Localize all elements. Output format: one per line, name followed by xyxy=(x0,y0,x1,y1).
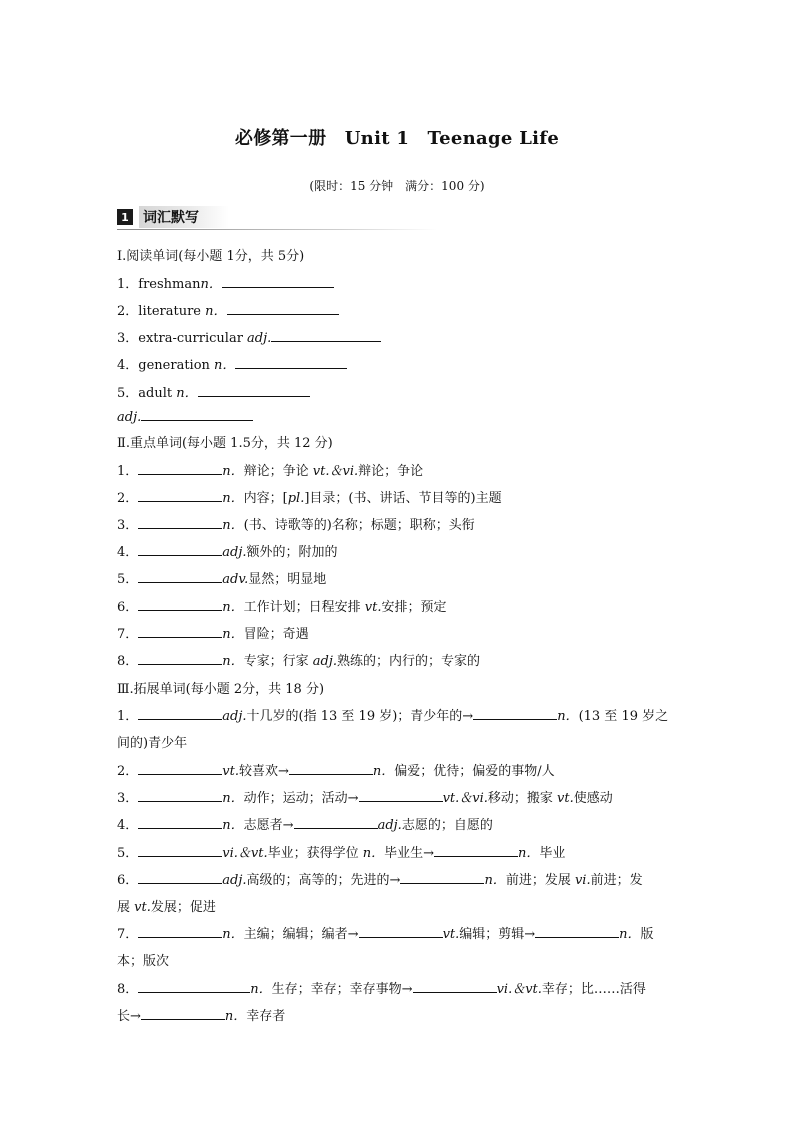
definition: 工作计划；日程安排 xyxy=(243,600,365,615)
item-number: 4． xyxy=(117,358,139,373)
part-of-speech: n． xyxy=(619,927,641,942)
definition: 展 xyxy=(117,900,135,915)
answer-blank[interactable] xyxy=(289,762,373,775)
list-item xyxy=(117,705,668,724)
part-of-speech: n． xyxy=(250,982,272,997)
definition: 主编；编辑；编者→ xyxy=(243,927,359,942)
answer-blank[interactable] xyxy=(400,871,484,884)
definition: 冒险；奇遇 xyxy=(243,627,309,642)
answer-blank[interactable] xyxy=(535,925,619,938)
answer-blank[interactable] xyxy=(359,925,443,938)
section-header xyxy=(117,206,437,228)
answer-blank[interactable] xyxy=(198,384,310,397)
item-number: 1． xyxy=(117,464,139,479)
definition: 高级的；高等的；先进的→ xyxy=(246,873,401,888)
item-word: freshman xyxy=(138,277,201,292)
list-item xyxy=(117,460,423,479)
item-number: 8． xyxy=(117,982,139,997)
part-of-speech: adj. xyxy=(247,331,272,346)
part-of-speech: adj. xyxy=(222,545,247,560)
list-item-continuation xyxy=(117,1005,285,1024)
definition: 较喜欢→ xyxy=(238,764,289,779)
part-of-speech: n． xyxy=(222,818,244,833)
part-of-speech: vt. xyxy=(557,791,574,806)
section-divider xyxy=(117,229,437,230)
part-of-speech: n． xyxy=(222,491,244,506)
list-item xyxy=(117,650,480,669)
item-number: 7． xyxy=(117,627,139,642)
list-item-continuation: 间的)青少年 xyxy=(117,736,188,751)
list-item xyxy=(117,923,654,942)
definition: 偏爱；优待；偏爱的事物/人 xyxy=(394,764,555,779)
part-heading: Ⅲ.拓展单词(每小题 2分，共 18 分) xyxy=(117,682,325,697)
item-word: literature xyxy=(138,304,206,319)
part-of-speech: pl. xyxy=(287,491,305,506)
definition: 熟练的；内行的；专家的 xyxy=(337,654,481,669)
section-title: 词汇默写 xyxy=(139,206,229,228)
item-word: generation xyxy=(138,358,215,373)
item-number: 7． xyxy=(117,927,139,942)
definition: 版 xyxy=(640,927,654,942)
item-number: 5． xyxy=(117,386,139,401)
answer-blank[interactable] xyxy=(138,707,222,720)
answer-blank[interactable] xyxy=(294,816,378,829)
definition: 志愿者→ xyxy=(243,818,294,833)
part-of-speech: n． xyxy=(362,846,385,861)
part-of-speech: vt. xyxy=(134,900,151,915)
answer-blank[interactable] xyxy=(141,1007,225,1020)
list-item xyxy=(117,273,334,292)
list-item xyxy=(117,623,309,642)
definition: (书、诗歌等的)名称；标题；职称；头衔 xyxy=(243,518,475,533)
answer-blank[interactable] xyxy=(138,489,222,502)
definition: 专家；行家 xyxy=(243,654,313,669)
definition: 毕业 xyxy=(539,846,566,861)
item-number: 4． xyxy=(117,818,139,833)
part-of-speech: n． xyxy=(222,927,244,942)
answer-blank[interactable] xyxy=(138,762,222,775)
answer-blank[interactable] xyxy=(138,543,222,556)
answer-blank[interactable] xyxy=(138,980,250,993)
item-number: 5． xyxy=(117,572,139,587)
answer-blank[interactable] xyxy=(138,462,222,475)
answer-blank[interactable] xyxy=(359,789,443,802)
part-of-speech: vt.＆vi. xyxy=(312,464,359,479)
part-of-speech: n． xyxy=(518,846,540,861)
section-number-badge: 1 xyxy=(117,209,133,225)
item-number: 3． xyxy=(117,331,139,346)
item-number: 3． xyxy=(117,518,139,533)
definition: ]目录；(书、讲话、节目等的)主题 xyxy=(304,491,502,506)
part-of-speech: adj. xyxy=(377,818,402,833)
definition: 编辑；剪辑→ xyxy=(459,927,536,942)
list-item xyxy=(117,869,643,888)
item-number: 8． xyxy=(117,654,139,669)
part-of-speech: n． xyxy=(200,277,222,292)
part-of-speech: vt. xyxy=(364,600,382,615)
answer-blank[interactable] xyxy=(222,275,334,288)
definition: 志愿的；自愿的 xyxy=(401,818,493,833)
part-of-speech: n． xyxy=(214,358,236,373)
answer-blank[interactable] xyxy=(138,625,222,638)
exam-info: (限时：15 分钟 满分：100 分) xyxy=(309,179,485,193)
answer-blank[interactable] xyxy=(138,516,222,529)
definition: 幸存者 xyxy=(246,1009,286,1024)
part-of-speech: vt. xyxy=(222,764,239,779)
list-item xyxy=(117,514,475,533)
definition: (13 至 19 岁之 xyxy=(578,709,669,724)
part-of-speech: adj. xyxy=(222,709,247,724)
part-of-speech: n． xyxy=(557,709,579,724)
definition: 幸存；比……活得 xyxy=(541,982,646,997)
list-item-continuation xyxy=(117,896,216,915)
part-of-speech: vi.＆vt. xyxy=(222,846,268,861)
part-of-speech: adj. xyxy=(312,654,338,669)
part-of-speech: n． xyxy=(222,600,244,615)
definition: 安排；预定 xyxy=(381,600,447,615)
part-heading: Ⅱ.重点单词(每小题 1.5分，共 12 分) xyxy=(117,436,333,451)
list-item xyxy=(117,354,347,373)
definition: 生存；幸存；幸存事物→ xyxy=(271,982,413,997)
item-number: 3． xyxy=(117,791,139,806)
list-item xyxy=(117,596,447,615)
answer-blank[interactable] xyxy=(227,302,339,315)
item-number: 1． xyxy=(117,277,139,292)
part-of-speech: n． xyxy=(484,873,506,888)
item-number: 2． xyxy=(117,491,139,506)
definition: 移动；搬家 xyxy=(487,791,558,806)
definition: 前进；发展 xyxy=(505,873,575,888)
definition: 使感动 xyxy=(573,791,613,806)
list-item xyxy=(117,814,493,833)
definition: 发展；促进 xyxy=(150,900,216,915)
definition: 内容；[ xyxy=(243,491,288,506)
part-of-speech: adj. xyxy=(222,873,247,888)
item-number: 2． xyxy=(117,764,139,779)
list-item xyxy=(117,787,613,806)
page-title: 必修第一册 Unit 1 Teenage Life xyxy=(234,128,560,149)
list-item xyxy=(117,408,253,425)
list-item xyxy=(117,842,565,861)
item-number: 4． xyxy=(117,545,139,560)
item-number: 5． xyxy=(117,846,139,861)
answer-blank[interactable] xyxy=(138,652,222,665)
item-number: 1． xyxy=(117,709,139,724)
item-number: 6． xyxy=(117,600,139,615)
answer-blank[interactable] xyxy=(138,570,222,583)
part-of-speech: n． xyxy=(222,464,244,479)
part-of-speech: adv. xyxy=(222,572,249,587)
part-of-speech: n． xyxy=(222,654,244,669)
part-of-speech: vt.＆vi. xyxy=(442,791,488,806)
definition: 辩论；争论 xyxy=(243,464,313,479)
answer-blank[interactable] xyxy=(434,844,518,857)
part-of-speech: n． xyxy=(372,764,395,779)
part-of-speech: n． xyxy=(176,386,198,401)
list-item-continuation: 本；版次 xyxy=(117,954,170,969)
list-item xyxy=(117,327,381,346)
definition: 前进；发 xyxy=(590,873,643,888)
list-item xyxy=(117,300,339,319)
answer-blank[interactable] xyxy=(235,356,347,369)
part-of-speech: vi.＆vt. xyxy=(496,982,542,997)
part-of-speech: n． xyxy=(222,627,244,642)
answer-blank[interactable] xyxy=(138,925,222,938)
list-item xyxy=(117,978,646,997)
answer-blank[interactable] xyxy=(138,844,222,857)
part-of-speech: vt. xyxy=(442,927,460,942)
definition: 动作；运动；活动→ xyxy=(243,791,359,806)
definition: 显然；明显地 xyxy=(248,572,327,587)
definition: 十几岁的(指 13 至 19 岁)；青少年的→ xyxy=(246,709,474,724)
part-of-speech: n． xyxy=(224,1009,247,1024)
item-word: adult xyxy=(138,386,177,401)
answer-blank[interactable] xyxy=(141,408,253,421)
definition: 额外的；附加的 xyxy=(246,545,338,560)
part-of-speech: n． xyxy=(222,791,244,806)
part-of-speech: vi. xyxy=(574,873,591,888)
item-number: 6． xyxy=(117,873,139,888)
item-word: extra-curricular xyxy=(138,331,248,346)
part-of-speech: n． xyxy=(222,518,244,533)
list-item xyxy=(117,382,310,401)
answer-blank[interactable] xyxy=(271,329,381,342)
part-of-speech: adj. xyxy=(117,410,142,425)
definition: 辩论；争论 xyxy=(358,464,424,479)
definition: 毕业生→ xyxy=(384,846,435,861)
list-item xyxy=(117,487,502,506)
list-item xyxy=(117,568,326,587)
definition: 毕业；获得学位 xyxy=(267,846,363,861)
answer-blank[interactable] xyxy=(473,707,557,720)
answer-blank[interactable] xyxy=(138,789,222,802)
item-number: 2． xyxy=(117,304,139,319)
answer-blank[interactable] xyxy=(138,816,222,829)
list-item xyxy=(117,541,338,560)
answer-blank[interactable] xyxy=(138,871,222,884)
answer-blank[interactable] xyxy=(413,980,497,993)
list-item xyxy=(117,760,555,779)
answer-blank[interactable] xyxy=(138,598,222,611)
part-heading: Ⅰ.阅读单词(每小题 1分，共 5分) xyxy=(117,249,305,264)
definition: 长→ xyxy=(117,1009,141,1024)
part-of-speech: n． xyxy=(205,304,227,319)
